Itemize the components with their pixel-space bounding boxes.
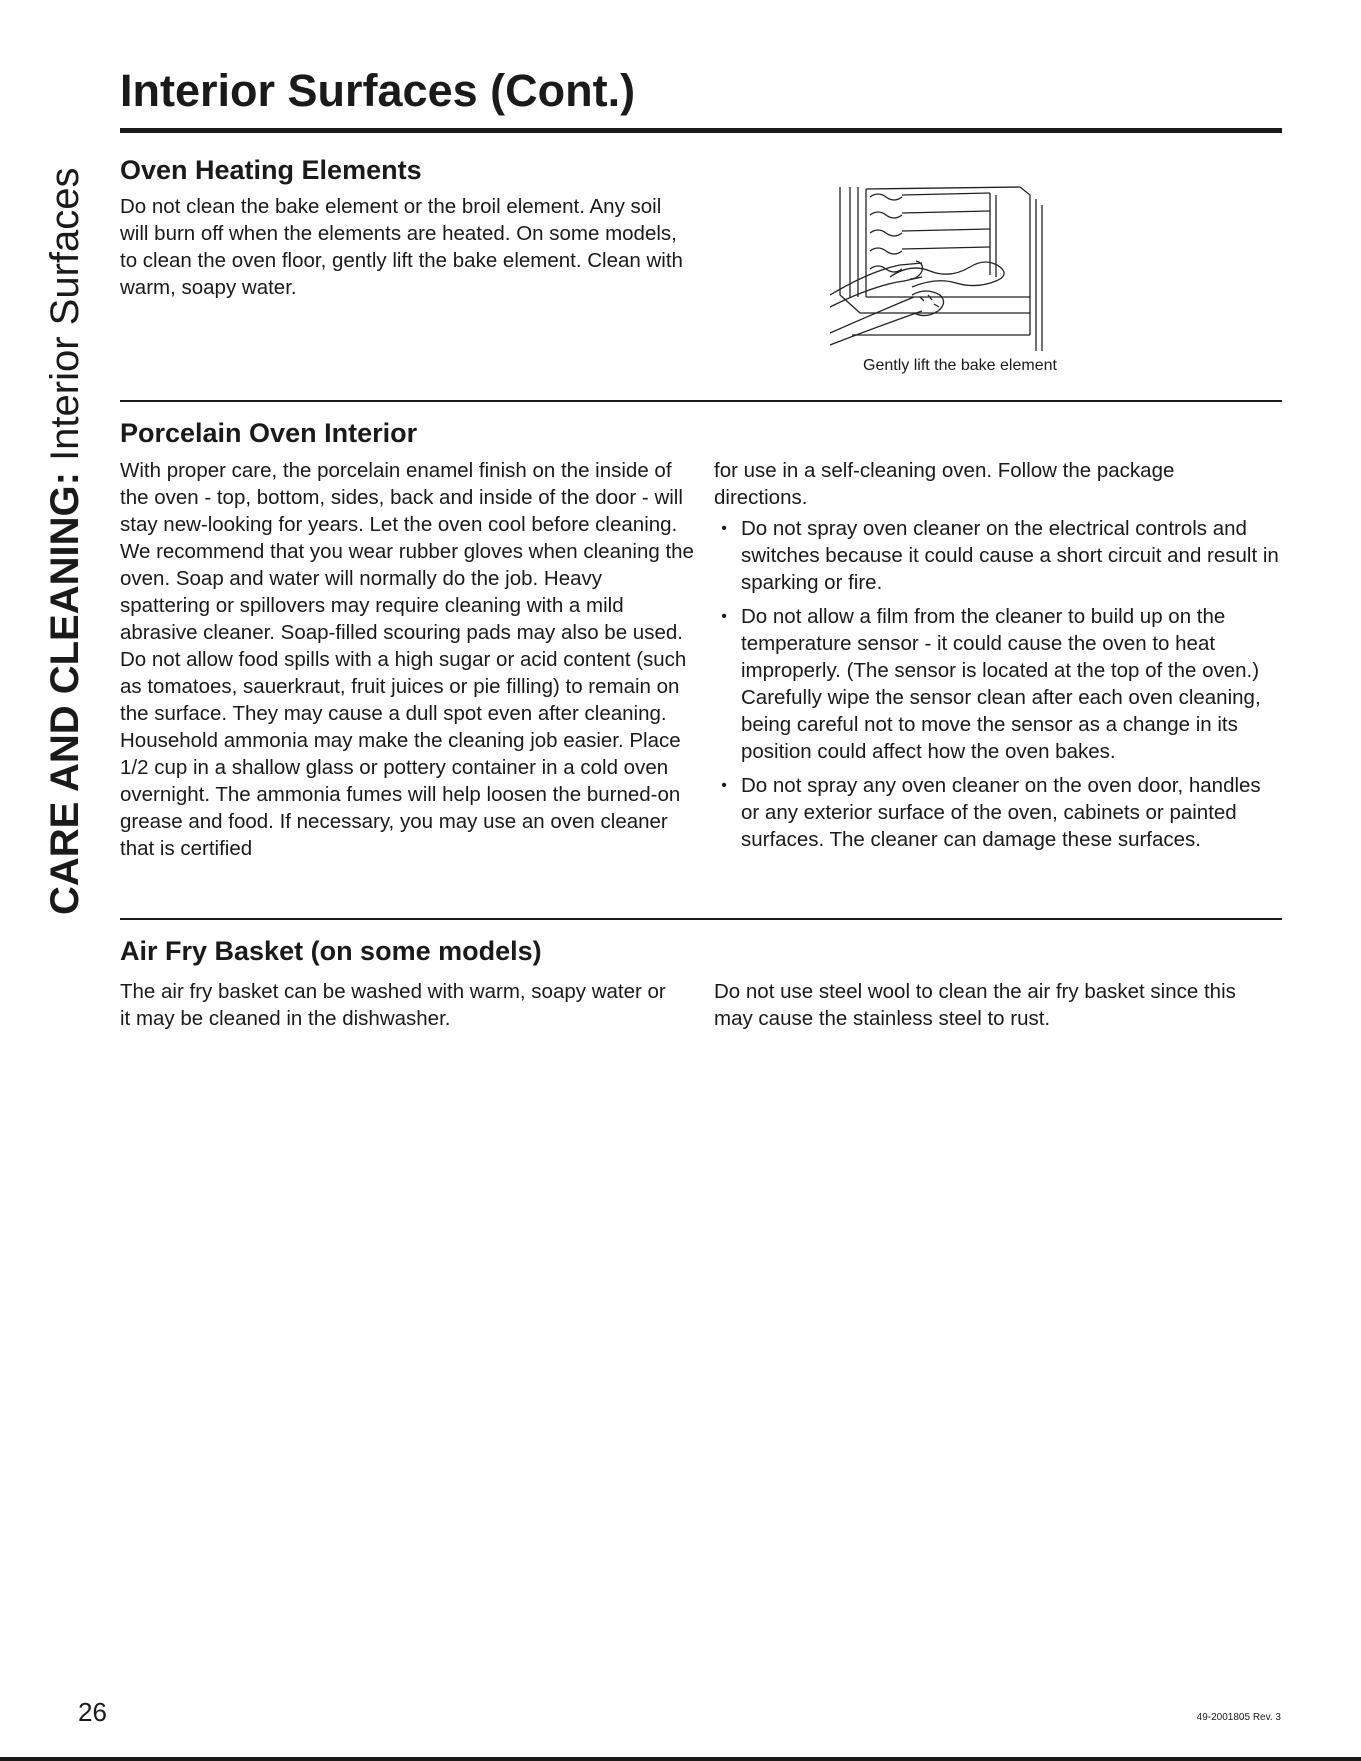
porcelain-body-left: With proper care, the porcelain enamel finish on the inside of the oven - top, bottom, sides, back and inside of the door - will stay new-looking for years. Let the oven cool before cleaning. We recommend that you wear rubber gloves when cleaning the oven. Soap and water will normally do the job. Heavy spattering or spillovers may require cleaning with a mild abrasive cleaner. Soap-filled scouring pads may also be used. Do not allow food spills with a high sugar or acid content (such as tomatoes, sauerkraut, fruit juices or pie filling) to remain on the surface. They may cause a dull spot even after cleaning. Household ammonia may make the cleaning job easier. Place 1/2 cup in a shallow glass or pottery container in a cold oven overnight. The ammonia fumes will help loosen the burned-on grease and food. If necessary, you may use an oven cleaner that is certified [120,459,694,860]
page-number: 26 [78,1697,107,1727]
list-item-text: Do not allow a film from the cleaner to build up on the temperature sensor - it could cause the oven to heat improperly. (The sensor is located at the top of the oven.) Carefully wipe the sensor clean after each oven cleaning, being careful not to move the sensor as a change in its position could affect how the oven bakes. [741,605,1261,763]
bullet-glyph: • [721,777,727,794]
bullet-glyph: • [721,520,727,537]
title-rule [120,128,1282,133]
oven-heating-body: Do not clean the bake element or the broil element. Any soil will burn off when the elements are heated. On some models, to clean the oven floor, gently lift the bake element. Clean with warm, soapy water. [120,195,683,299]
oven-interior-drawing [830,185,1070,355]
side-tab-label [45,167,85,915]
list-item [714,772,1284,853]
air-fry-body-right: Do not use steel wool to clean the air fry basket since this may cause the stainless steel to rust. [714,980,1236,1030]
porcelain-body-right-intro: for use in a self-cleaning oven. Follow the package directions. [714,459,1175,509]
section-title-oven-heating: Oven Heating Elements [120,155,422,185]
list-item [714,515,1284,596]
section-divider [120,400,1282,402]
section-title-porcelain: Porcelain Oven Interior [120,418,418,448]
air-fry-body-left: The air fry basket can be washed with warm, soapy water or it may be cleaned in the dishwasher. [120,980,666,1030]
section-divider [120,918,1282,920]
porcelain-warnings-list [714,515,1284,860]
document-number: 49-2001805 Rev. 3 [1196,1712,1281,1723]
side-tab-topic: Interior Surfaces [43,167,87,473]
page-title: Interior Surfaces (Cont.) [120,65,636,116]
list-item [714,603,1284,765]
figure-caption: Gently lift the bake element [863,357,1057,374]
side-tab-category: CARE AND CLEANING: [43,472,87,915]
bottom-border [0,1757,1361,1761]
bake-element-illustration [830,185,1070,355]
section-title-air-fry: Air Fry Basket (on some models) [120,936,542,966]
bullet-glyph: • [721,608,727,625]
list-item-text: Do not spray any oven cleaner on the oven door, handles or any exterior surface of the oven, cabinets or painted surfaces. The cleaner can damage these surfaces. [741,774,1261,851]
list-item-text: Do not spray oven cleaner on the electrical controls and switches because it could cause a short circuit and result in sparking or fire. [741,517,1279,594]
